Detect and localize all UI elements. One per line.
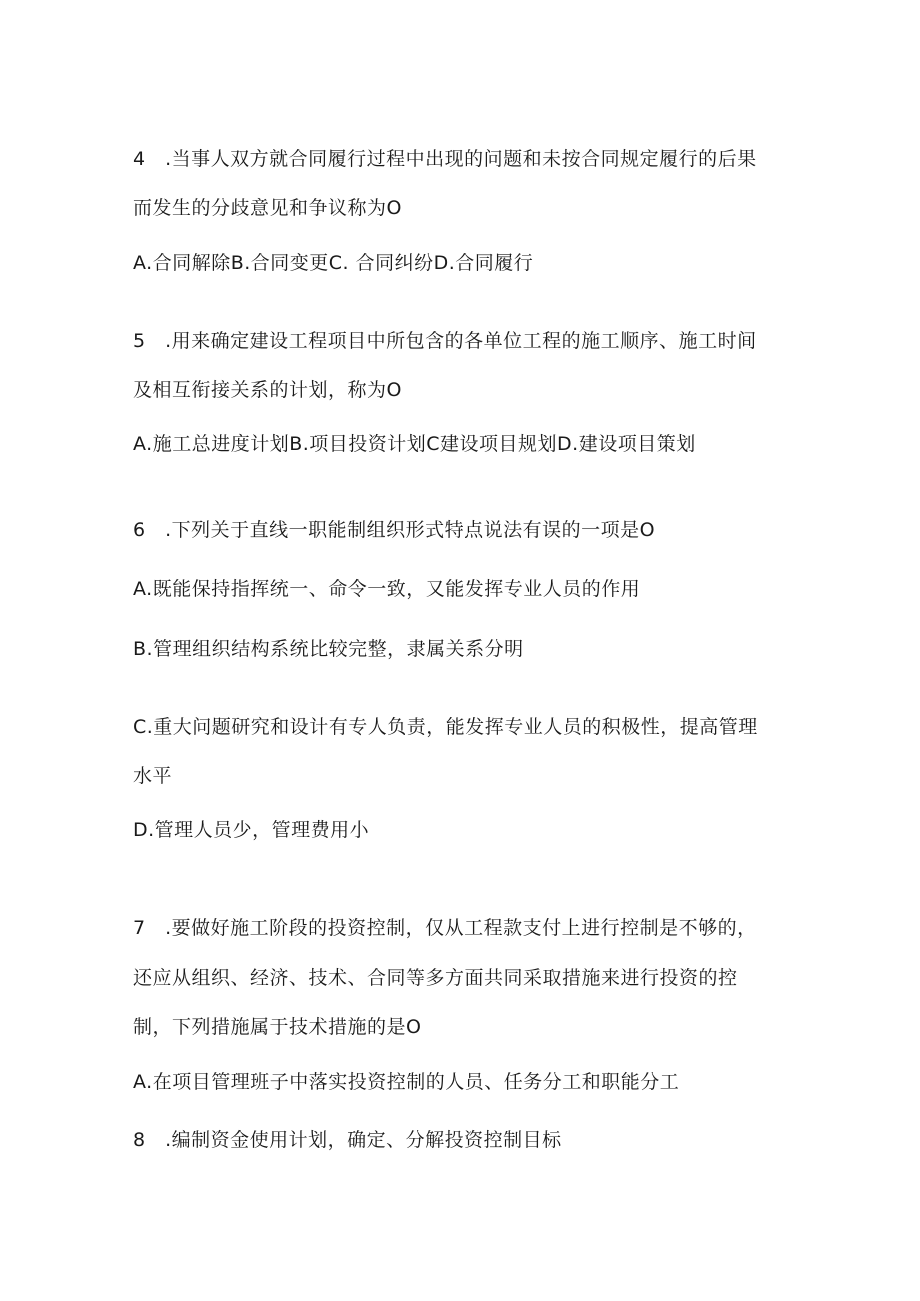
question-6-option-a: A.既能保持指挥统一、命令一致，又能发挥专业人员的作用 bbox=[133, 578, 641, 600]
question-8-line-1: 8 .编制资金使用计划，确定、分解投资控制目标 bbox=[133, 1129, 562, 1151]
question-6-option-c-line-1: C.重大问题研究和设计有专人负责，能发挥专业人员的积极性，提高管理 bbox=[133, 716, 758, 738]
question-4-line-1: 4 .当事人双方就合同履行过程中出现的问题和未按合同规定履行的后果 bbox=[133, 148, 757, 170]
question-7-line-1: 7 .要做好施工阶段的投资控制，仅从工程款支付上进行控制是不够的， bbox=[133, 917, 757, 939]
question-7-line-3: 制，下列措施属于技术措施的是O bbox=[133, 1016, 422, 1038]
question-6-option-c-line-2: 水平 bbox=[133, 765, 173, 787]
question-6-line-1: 6 .下列关于直线一职能制组织形式特点说法有误的一项是O bbox=[133, 519, 656, 541]
question-7-option-a: A.在项目管理班子中落实投资控制的人员、任务分工和职能分工 bbox=[133, 1071, 680, 1093]
question-5-line-1: 5 .用来确定建设工程项目中所包含的各单位工程的施工顺序、施工时间 bbox=[133, 330, 757, 352]
question-5-options: A.施工总进度计划B.项目投资计划C建设项目规划D.建设项目策划 bbox=[133, 433, 696, 455]
question-6-option-b: B.管理组织结构系统比较完整，隶属关系分明 bbox=[133, 638, 524, 660]
question-4-line-2: 而发生的分歧意见和争议称为O bbox=[133, 197, 402, 219]
question-6-option-d: D.管理人员少，管理费用小 bbox=[133, 819, 370, 841]
question-7-line-2: 还应从组织、经济、技术、合同等多方面共同采取措施来进行投资的控 bbox=[133, 967, 738, 989]
question-4-options: A.合同解除B.合同变更C. 合同纠纷D.合同履行 bbox=[133, 252, 534, 274]
question-5-line-2: 及相互衔接关系的计划，称为O bbox=[133, 379, 402, 401]
